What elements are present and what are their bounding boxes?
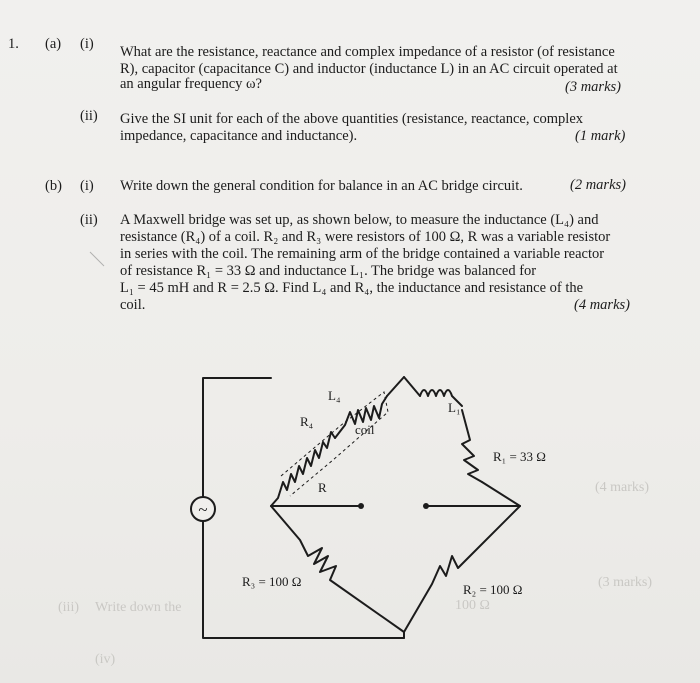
question-number: 1.	[8, 36, 19, 52]
part-b-ii-marks: (4 marks)	[574, 297, 630, 313]
part-b-ii-line-6: coil.	[120, 297, 146, 313]
label-l4: L₄	[328, 388, 341, 403]
part-b-i-marks: (2 marks)	[570, 177, 626, 193]
bleed-through-text: 100 Ω	[455, 598, 490, 613]
part-a-i-line-3: an angular frequency ω?	[120, 76, 262, 92]
bleed-through-label: (iv)	[95, 652, 116, 667]
part-b-i-text: Write down the general condition for balance in an AC bridge circuit.	[120, 178, 523, 194]
bleed-through-label: (iii)	[58, 600, 79, 615]
part-b-ii-line-2: resistance (R₄) of a coil. R₂ and R₃ were resistors of 100 Ω, R was a variable resistor	[120, 229, 611, 245]
part-b-ii-label: (ii)	[80, 212, 98, 228]
arm-top-right-wire	[404, 377, 420, 396]
detector-terminal-right	[423, 503, 429, 509]
part-a-i-label: (i)	[80, 36, 94, 52]
coil-dashed-box	[281, 392, 388, 496]
part-b-label: (b)	[45, 178, 62, 194]
bleed-through-marks: (4 marks)	[595, 480, 650, 495]
label-r: R	[318, 480, 327, 495]
r3-resistor	[271, 506, 404, 632]
r1-resistor	[462, 410, 482, 482]
detector-terminal-left	[358, 503, 364, 509]
label-r2: R₂ = 100 Ω	[463, 582, 523, 597]
part-a-ii-label: (ii)	[80, 108, 98, 124]
part-a-ii-line-1: Give the SI unit for each of the above quantities (resistance, reactance, complex	[120, 111, 584, 127]
part-a-ii-line-2: impedance, capacitance and inductance).	[120, 128, 358, 144]
part-a-ii-marks: (1 mark)	[575, 128, 626, 144]
part-b-i-label: (i)	[80, 178, 94, 194]
part-a-i-line-1: What are the resistance, reactance and complex impedance of a resistor (of resistance	[120, 44, 615, 60]
arm-r1-to-right	[482, 482, 520, 506]
label-l1: L₁	[448, 400, 461, 415]
label-r4: R₄	[300, 414, 314, 429]
arm-top-left-wire	[387, 377, 404, 396]
part-b-ii-line-4: of resistance R₁ = 33 Ω and inductance L₁. The bridge was balanced for	[120, 263, 537, 279]
part-b-ii-line-5: L₁ = 45 mH and R = 2.5 Ω. Find L₄ and R₄, the inductance and resistance of the	[120, 280, 584, 296]
part-a-i-marks: (3 marks)	[565, 79, 621, 95]
part-a-label: (a)	[45, 36, 62, 52]
part-b-ii-line-1: A Maxwell bridge was set up, as shown below, to measure the inductance (L₄) and	[120, 212, 599, 228]
bleed-through-text: Write down the	[95, 600, 182, 615]
label-r3: R₃ = 100 Ω	[242, 574, 302, 589]
part-b-ii-line-3: in series with the coil. The remaining arm of the bridge contained a variable reactor	[120, 246, 605, 262]
label-r1: R₁ = 33 Ω	[493, 449, 546, 464]
label-coil: coil	[355, 422, 375, 437]
part-a-i-line-2: R), capacitor (capacitance C) and inductor (inductance L) in an AC circuit operated at	[120, 61, 618, 77]
r2-resistor	[404, 506, 523, 632]
ac-source-symbol: ~	[198, 500, 208, 519]
bleed-through-marks: (3 marks)	[598, 575, 653, 590]
